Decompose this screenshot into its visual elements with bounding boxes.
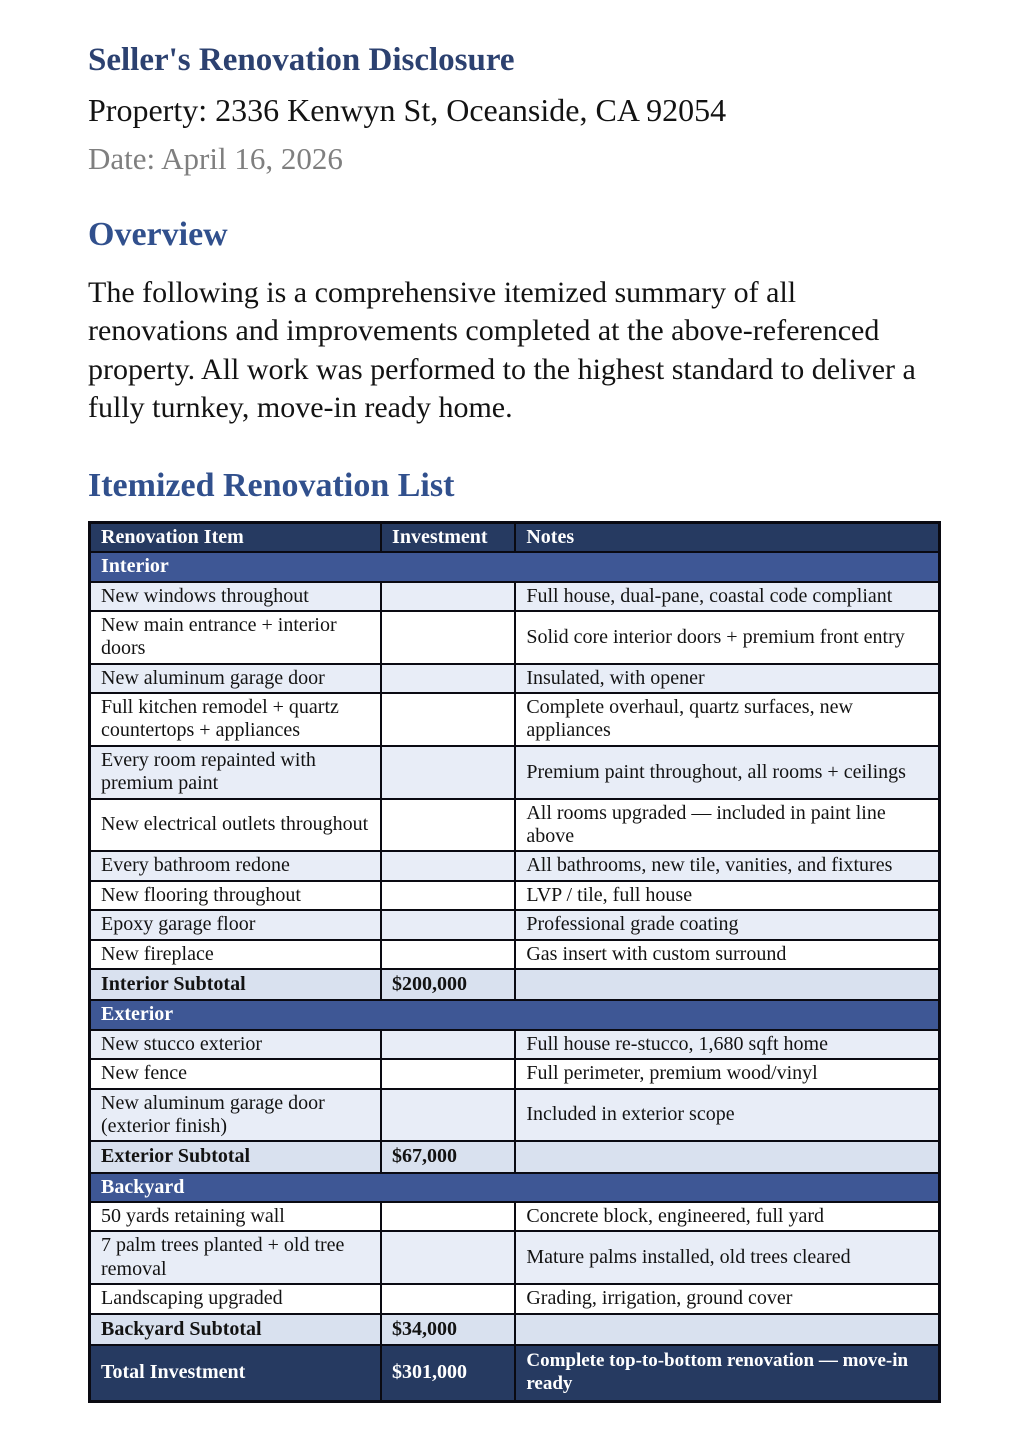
item-cell: 50 yards retaining wall bbox=[90, 1202, 382, 1231]
table-row bbox=[90, 1030, 940, 1059]
item-cell: Backyard Subtotal bbox=[90, 1314, 382, 1345]
investment-cell bbox=[381, 799, 515, 852]
overview-paragraph: The following is a comprehensive itemized summary of all renovations and improvements completed at the above-referenced property. All work was performed to the highest standard to deliver a fully turnkey, move-in ready home. bbox=[88, 275, 916, 424]
subtotal-row-backyard bbox=[90, 1314, 940, 1345]
table-row bbox=[90, 910, 940, 939]
table-row bbox=[90, 851, 940, 880]
subtotal-row-interior bbox=[90, 969, 940, 1000]
notes-cell: Full perimeter, premium wood/vinyl bbox=[515, 1059, 939, 1088]
total-investment-row bbox=[90, 1345, 940, 1401]
investment-cell bbox=[381, 693, 515, 746]
notes-cell: Solid core interior doors + premium front entry bbox=[515, 611, 939, 664]
investment-cell bbox=[381, 940, 515, 969]
investment-cell bbox=[381, 1284, 515, 1313]
column-header-renovation-item: Renovation Item bbox=[90, 522, 382, 552]
section-label: Backyard bbox=[90, 1173, 940, 1202]
investment-cell: $301,000 bbox=[381, 1345, 515, 1401]
notes-cell: Gas insert with custom surround bbox=[515, 940, 939, 969]
investment-cell bbox=[381, 1059, 515, 1088]
table-row bbox=[90, 1284, 940, 1313]
investment-cell bbox=[381, 1030, 515, 1059]
table-row bbox=[90, 799, 940, 852]
notes-cell: All rooms upgraded — included in paint line above bbox=[515, 799, 939, 852]
notes-cell: LVP / tile, full house bbox=[515, 881, 939, 910]
investment-cell bbox=[381, 910, 515, 939]
notes-cell bbox=[515, 969, 939, 1000]
date-line: Date: April 16, 2026 bbox=[88, 140, 343, 176]
item-cell: New fireplace bbox=[90, 940, 382, 969]
notes-cell: Premium paint throughout, all rooms + ceilings bbox=[515, 746, 939, 799]
notes-cell: Professional grade coating bbox=[515, 910, 939, 939]
item-cell: Full kitchen remodel + quartz countertops + appliances bbox=[90, 693, 382, 746]
investment-cell bbox=[381, 1231, 515, 1284]
investment-cell bbox=[381, 851, 515, 880]
renovation-table bbox=[88, 521, 941, 1403]
table-row bbox=[90, 664, 940, 693]
table-row bbox=[90, 582, 940, 611]
table-row bbox=[90, 611, 940, 664]
table-header-row bbox=[90, 522, 940, 552]
notes-cell: Full house re-stucco, 1,680 sqft home bbox=[515, 1030, 939, 1059]
item-cell: New aluminum garage door (exterior finish) bbox=[90, 1089, 382, 1142]
investment-cell bbox=[381, 1089, 515, 1142]
investment-cell bbox=[381, 881, 515, 910]
item-cell: 7 palm trees planted + old tree removal bbox=[90, 1231, 382, 1284]
page-title: Seller's Renovation Disclosure bbox=[88, 42, 515, 78]
notes-cell bbox=[515, 1314, 939, 1345]
item-cell: Every bathroom redone bbox=[90, 851, 382, 880]
notes-cell: Complete overhaul, quartz surfaces, new appliances bbox=[515, 693, 939, 746]
item-cell: Exterior Subtotal bbox=[90, 1141, 382, 1172]
notes-cell: Full house, dual-pane, coastal code compliant bbox=[515, 582, 939, 611]
item-cell: New main entrance + interior doors bbox=[90, 611, 382, 664]
notes-cell: Complete top-to-bottom renovation — move-in ready bbox=[515, 1345, 939, 1401]
investment-cell bbox=[381, 611, 515, 664]
item-cell: New fence bbox=[90, 1059, 382, 1088]
notes-cell: Grading, irrigation, ground cover bbox=[515, 1284, 939, 1313]
investment-cell bbox=[381, 1202, 515, 1231]
investment-cell: $200,000 bbox=[381, 969, 515, 1000]
table-row bbox=[90, 881, 940, 910]
item-cell: Total Investment bbox=[90, 1345, 382, 1401]
investment-cell bbox=[381, 664, 515, 693]
section-row-interior bbox=[90, 552, 940, 581]
overview-heading: Overview bbox=[88, 216, 228, 254]
item-cell: Epoxy garage floor bbox=[90, 910, 382, 939]
notes-cell: Concrete block, engineered, full yard bbox=[515, 1202, 939, 1231]
section-label: Interior bbox=[90, 552, 940, 581]
table-row bbox=[90, 1231, 940, 1284]
item-cell: New aluminum garage door bbox=[90, 664, 382, 693]
table-row bbox=[90, 746, 940, 799]
item-cell: Interior Subtotal bbox=[90, 969, 382, 1000]
notes-cell: All bathrooms, new tile, vanities, and fixtures bbox=[515, 851, 939, 880]
column-header-investment: Investment bbox=[381, 522, 515, 552]
renovation-table-body bbox=[90, 552, 940, 1401]
notes-cell bbox=[515, 1141, 939, 1172]
table-row bbox=[90, 693, 940, 746]
notes-cell: Mature palms installed, old trees cleared bbox=[515, 1231, 939, 1284]
column-header-notes: Notes bbox=[515, 522, 939, 552]
table-row bbox=[90, 1089, 940, 1142]
subtotal-row-exterior bbox=[90, 1141, 940, 1172]
property-line: Property: 2336 Kenwyn St, Oceanside, CA 92054 bbox=[88, 91, 727, 128]
table-row bbox=[90, 1202, 940, 1231]
section-row-exterior bbox=[90, 1000, 940, 1029]
table-row bbox=[90, 940, 940, 969]
investment-cell: $34,000 bbox=[381, 1314, 515, 1345]
item-cell: New electrical outlets throughout bbox=[90, 799, 382, 852]
item-cell: Landscaping upgraded bbox=[90, 1284, 382, 1313]
investment-cell bbox=[381, 582, 515, 611]
notes-cell: Insulated, with opener bbox=[515, 664, 939, 693]
item-cell: New flooring throughout bbox=[90, 881, 382, 910]
investment-cell bbox=[381, 746, 515, 799]
notes-cell: Included in exterior scope bbox=[515, 1089, 939, 1142]
section-row-backyard bbox=[90, 1173, 940, 1202]
table-row bbox=[90, 1059, 940, 1088]
itemized-list-heading: Itemized Renovation List bbox=[88, 467, 455, 505]
item-cell: Every room repainted with premium paint bbox=[90, 746, 382, 799]
section-label: Exterior bbox=[90, 1000, 940, 1029]
item-cell: New stucco exterior bbox=[90, 1030, 382, 1059]
item-cell: New windows throughout bbox=[90, 582, 382, 611]
investment-cell: $67,000 bbox=[381, 1141, 515, 1172]
